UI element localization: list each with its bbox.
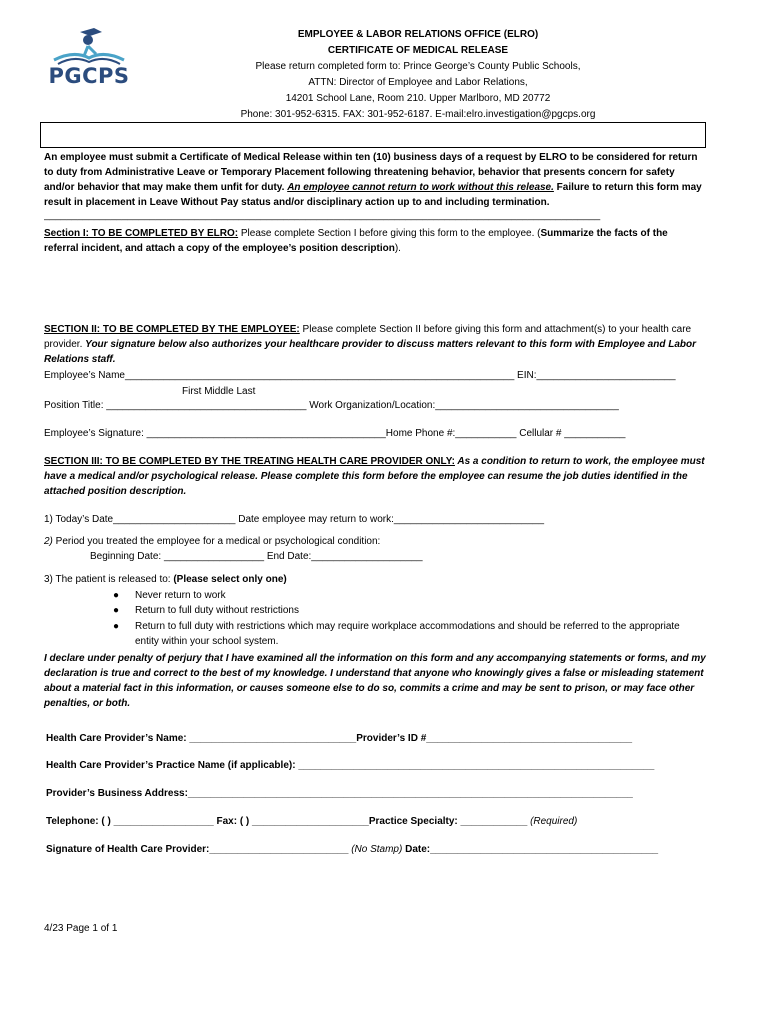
practice-name-field[interactable]: Health Care Provider’s Practice Name (if applicable): ________________________________________________________________ xyxy=(46,760,655,771)
release-question xyxy=(44,572,287,587)
signature-label: Signature of Health Care Provider:_________________________ xyxy=(46,844,352,855)
separator-line: ____________________________________________________________________________________________________ xyxy=(44,210,601,221)
form-title: CERTIFICATE OF MEDICAL RELEASE xyxy=(327,45,509,56)
q3-text: 3) The patient is released to: xyxy=(44,574,174,585)
business-address-field[interactable]: Provider’s Business Address:________________________________________________________________________________ xyxy=(46,788,633,799)
required-note: (Required) xyxy=(530,816,578,827)
employee-name-field[interactable]: Employee’s Name______________________________________________________________________ EIN:_________________________ xyxy=(44,370,676,381)
perjury-declaration: I declare under penalty of perjury that I have examined all the information on this form and any accompanying statements or forms, and my declaration is true and correct to the best of my knowledge. I understand that anyone who knowingly gives a false or misleading statement about a material fact in this information, or causes someone else to do so, commits a crime and may be sent to prison, or may face other penalties, or both. xyxy=(44,653,706,709)
telephone-fax-label: Telephone: ( ) __________________ Fax: ( ) _____________________Practice Specialty: ____________ xyxy=(46,816,531,827)
option-with-restrictions[interactable]: Return to full duty with restrictions which may require workplace accommodations and should be referred to the appropriate entity within your school system. xyxy=(135,621,680,647)
section3-paragraph xyxy=(44,454,708,499)
bullet-icon: ● xyxy=(113,590,120,601)
section2-heading: SECTION II: TO BE COMPLETED BY THE EMPLOYEE: xyxy=(44,324,300,335)
section2-text: Please complete Section II before giving this form and attachment(s) to your health care provider. xyxy=(44,324,692,350)
intro-consequence: Failure to return this form may result in placement in Leave Without Pay status and/or disciplinary action up to and including termination. xyxy=(44,182,702,208)
intro-text: An employee must submit a Certificate of Medical Release within ten (10) business days of a request by ELRO to be considered for return to duty from Administrative Leave or Temporary Placement following threatening behavior, behavior that presents concern for safety and/or behavior that may make them unfit for duty. xyxy=(44,152,698,193)
graduate-book-icon xyxy=(44,26,134,66)
treatment-dates-field[interactable]: Beginning Date: __________________ End Date:____________________ xyxy=(90,551,423,562)
return-instructions: Please return completed form to: Prince George’s County Public Schools, xyxy=(255,61,581,72)
pgcps-logo xyxy=(44,26,134,92)
treatment-period-question xyxy=(44,534,380,549)
form-header xyxy=(200,27,636,123)
q2-number: 2) xyxy=(44,536,53,547)
signature-date-label: Date:_________________________________________ xyxy=(402,844,659,855)
section2-authorization: Your signature below also authorizes your healthcare provider to discuss matters relevant to this form with Employee and Labor Relations staff. xyxy=(44,339,697,365)
name-hint: First Middle Last xyxy=(182,386,256,397)
bullet-icon: ● xyxy=(113,605,120,616)
option-full-duty[interactable]: Return to full duty without restrictions xyxy=(135,605,299,616)
position-field[interactable]: Position Title: ____________________________________ Work Organization/Location:_________________________________ xyxy=(44,400,619,411)
section3-heading: SECTION III: TO BE COMPLETED BY THE TREATING HEALTH CARE PROVIDER ONLY: xyxy=(44,456,455,467)
attention-line: ATTN: Director of Employee and Labor Relations, xyxy=(308,77,528,88)
q3-instruction: (Please select only one) xyxy=(173,574,287,585)
provider-signature-field[interactable] xyxy=(46,842,722,857)
section1-text: Please complete Section I before giving this form to the employee. ( xyxy=(238,228,541,239)
no-stamp-note: (No Stamp) xyxy=(351,844,403,855)
telephone-fax-field[interactable] xyxy=(46,814,577,829)
provider-name-field[interactable]: Health Care Provider’s Name: ______________________________Provider’s ID #_____________________________________ xyxy=(46,733,633,744)
section2-paragraph xyxy=(44,322,708,367)
employee-signature-field[interactable]: Employee’s Signature: ___________________________________________Home Phone #:___________ Cellular # ___________ xyxy=(44,428,626,439)
address-line: 14201 School Lane, Room 210. Upper Marlboro, MD 20772 xyxy=(285,93,551,104)
section1-end: ). xyxy=(394,243,401,254)
section1-instruction: Summarize the facts of the referral incident, and attach a copy of the employee’s position description xyxy=(44,228,668,254)
q2-text: Period you treated the employee for a medical or psychological condition: xyxy=(52,536,381,547)
section1-paragraph xyxy=(44,226,704,256)
page-footer: 4/23 Page 1 of 1 xyxy=(44,923,118,934)
section1-heading: Section I: TO BE COMPLETED BY ELRO: xyxy=(44,228,239,239)
intro-warning: An employee cannot return to work without this release. xyxy=(287,182,554,193)
bullet-icon: ● xyxy=(113,621,120,632)
section3-text: As a condition to return to work, the employee must have a medical and/or psychological release. Please complete this form before the employee can resume the job duties identified in the attached position description. xyxy=(44,456,705,497)
dates-field[interactable]: 1) Today’s Date______________________ Date employee may return to work:___________________________ xyxy=(44,514,545,525)
header-box[interactable] xyxy=(40,122,706,148)
logo-text: PGCPS xyxy=(48,64,130,88)
office-title: EMPLOYEE & LABOR RELATIONS OFFICE (ELRO) xyxy=(297,29,539,40)
intro-paragraph xyxy=(44,150,704,210)
contact-line: Phone: 301-952-6315. FAX: 301-952-6187. E-mail:elro.investigation@pgcps.org xyxy=(240,109,596,120)
option-never-return[interactable]: Never return to work xyxy=(135,590,226,601)
